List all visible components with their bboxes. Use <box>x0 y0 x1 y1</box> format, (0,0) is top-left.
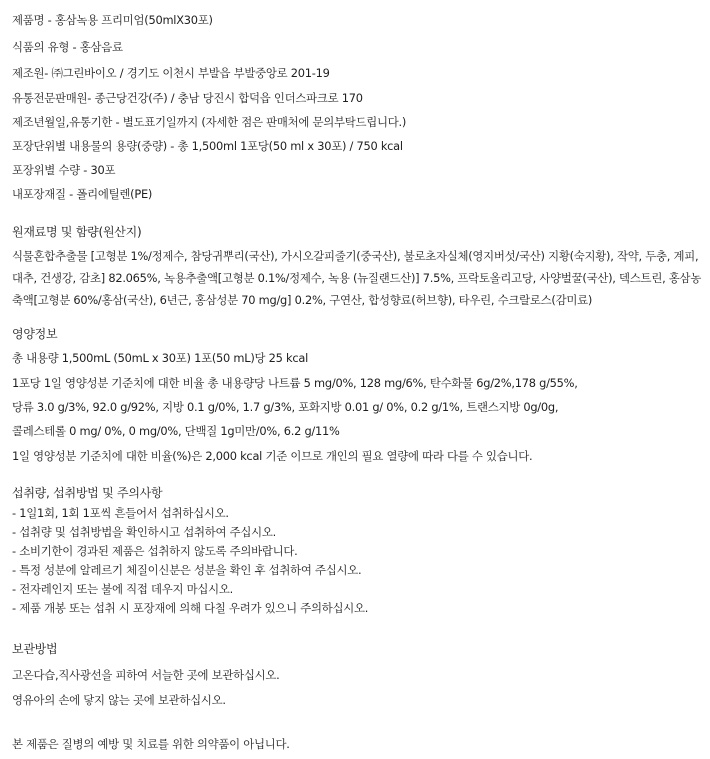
product-name: 제품명 - 홍삼녹용 프리미엄(50mlX30포) <box>12 13 213 27</box>
packaging-material: 내포장재질 - 폴리에틸렌(PE) <box>12 187 153 201</box>
nutrition-line: 1포당 1일 영양성분 기준치에 대한 비율 총 내용량당 나트륨 5 mg/0%, 128 mg/6%, 탄수화물 6g/2%,178 g/55%, <box>12 376 578 390</box>
disclaimer: 본 제품은 질병의 예방 및 치료를 위한 의약품이 아닙니다. <box>12 737 290 751</box>
manufacturer: 제조원- ㈜그린바이오 / 경기도 이천시 부발읍 부발중앙로 201-19 <box>12 66 330 80</box>
nutrition-heading: 영양정보 <box>12 327 58 341</box>
package-capacity: 포장단위별 내용물의 용량(중량) - 총 1,500ml 1포당(50 ml x 30포) / 750 kcal <box>12 139 403 153</box>
nutrition-total: 총 내용량 1,500mL (50mL x 30포) 1포(50 mL)당 25 kcal <box>12 351 309 365</box>
nutrition-note: 1일 영양성분 기준치에 대한 비율(%)은 2,000 kcal 기준 이므로 개인의 필요 열량에 따라 다를 수 있습니다. <box>12 449 533 463</box>
package-quantity: 포장위별 수량 - 30포 <box>12 163 116 177</box>
ingredients-heading: 원재료명 및 함량(원산지) <box>12 225 142 239</box>
nutrition-line: 당류 3.0 g/3%, 92.0 g/92%, 지방 0.1 g/0%, 1.7 g/3%, 포화지방 0.01 g/ 0%, 0.2 g/1%, 트랜스지방 0g/0g, <box>12 400 559 414</box>
intake-item: - 특정 성분에 알레르기 체질이신분은 성분을 확인 후 섭취하여 주십시오. <box>12 563 362 577</box>
intake-item: - 1일1회, 1회 1포씩 흔들어서 섭취하십시오. <box>12 506 229 520</box>
intake-heading: 섭취량, 섭취방법 및 주의사항 <box>12 486 163 500</box>
intake-item: - 전자레인지 또는 불에 직접 데우지 마십시오. <box>12 582 234 596</box>
food-type: 식품의 유형 - 홍삼음료 <box>12 40 123 54</box>
storage-heading: 보관방법 <box>12 642 58 656</box>
intake-item: - 제품 개봉 또는 섭취 시 포장재에 의해 다칠 우려가 있으니 주의하십시오. <box>12 601 369 615</box>
intake-item: - 섭취량 및 섭취방법을 확인하시고 섭취하여 주십시오. <box>12 525 277 539</box>
storage-line: 영유아의 손에 닿지 않는 곳에 보관하십시오. <box>12 693 226 707</box>
nutrition-line: 콜레스테롤 0 mg/ 0%, 0 mg/0%, 단백질 1g미만/0%, 6.2 g/11% <box>12 424 340 438</box>
expiry-date: 제조년월일,유통기한 - 별도표기일까지 (자세한 점은 판매처에 문의부탁드립니다.) <box>12 115 407 129</box>
storage-line: 고온다습,직사광선을 피하여 서늘한 곳에 보관하십시오. <box>12 668 280 682</box>
ingredients-text: 식물혼합추출물 [고형분 1%/정제수, 참당귀뿌리(국산), 가시오갈피줄기(중국산), 불로초자실체(영지버섯/국산) 지황(숙지황), 작약, 두충, 계피, 대추, 건생강, 감초] 82.065%, 녹용추출액[고형분 0.1%/정제수, 녹용 (뉴질랜드산)] 7.5%, 프락토올리고당, 사양벌꿀(국산), 덱스트린, 홍삼농축액[고형분 60%/홍삼(국산), 6년근, 홍삼성분 70 mg/g] 0.2%, 구연산, 합성향료(허브향), 타우린, 수크랄로스(감미료) <box>12 249 702 307</box>
intake-item: - 소비기한이 경과된 제품은 섭취하지 않도록 주의바랍니다. <box>12 544 298 558</box>
distributor: 유통전문판매원- 종근당건강(주) / 충남 당진시 합덕읍 인더스파크로 170 <box>12 91 363 105</box>
